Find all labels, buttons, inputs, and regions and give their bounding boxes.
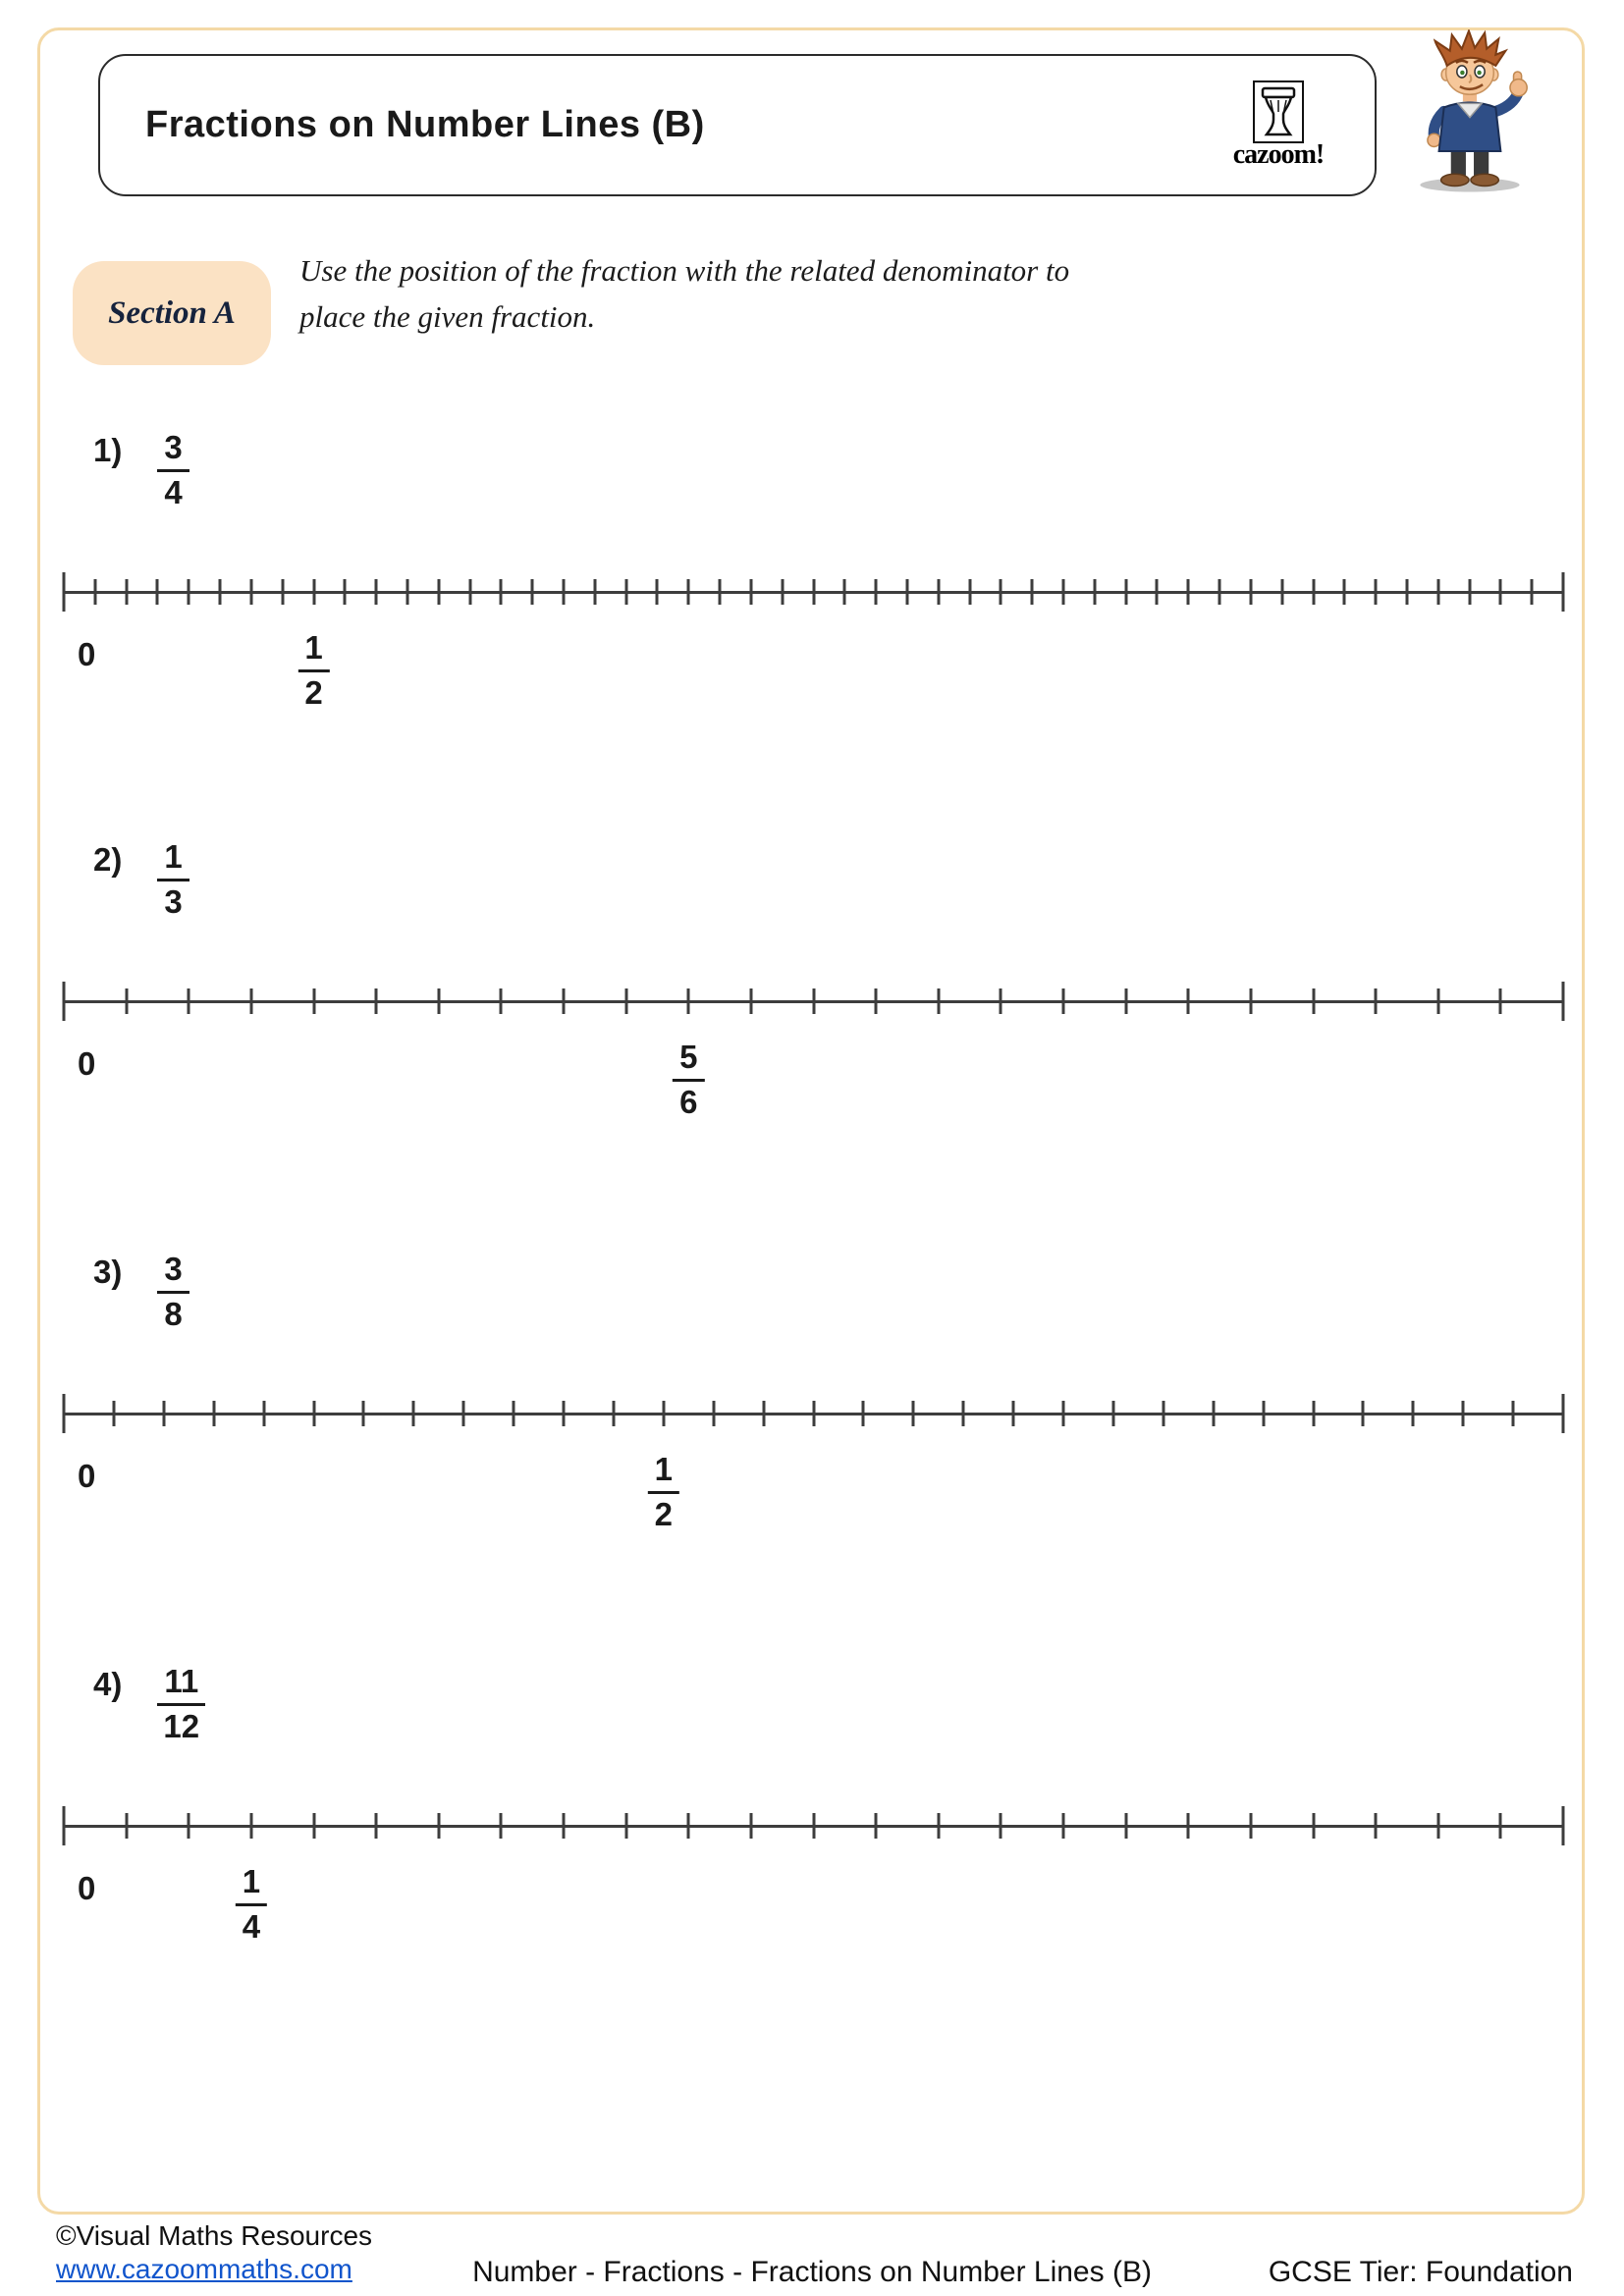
footer-tier: GCSE Tier: Foundation (1268, 2256, 1573, 2288)
tick-mark (1499, 1813, 1502, 1839)
tick-mark (1468, 579, 1471, 605)
problem-number: 2) (93, 841, 123, 878)
given-fraction-numerator: 3 (157, 1252, 189, 1294)
tick-mark (1249, 579, 1252, 605)
tick-mark (1031, 579, 1034, 605)
problem (64, 1252, 1563, 1575)
number-line (64, 1806, 1563, 1845)
tick-mark (437, 1813, 440, 1839)
tick-mark (1249, 988, 1252, 1014)
marked-fraction (673, 1040, 704, 1121)
given-fraction-numerator: 11 (157, 1664, 205, 1706)
tick-mark (112, 1401, 115, 1426)
number-line-labels (64, 1451, 1563, 1556)
tick-mark (212, 1401, 215, 1426)
tick-mark (862, 1401, 865, 1426)
tick-mark (63, 982, 66, 1021)
problem (64, 839, 1563, 1163)
tick-mark (312, 988, 315, 1014)
tick-mark (362, 1401, 365, 1426)
tick-mark (462, 1401, 465, 1426)
tick-mark (1187, 579, 1190, 605)
tick-mark (1562, 982, 1565, 1021)
footer-website-link[interactable]: www.cazoommaths.com (56, 2254, 352, 2284)
tick-mark (406, 579, 408, 605)
tick-mark (1312, 1401, 1315, 1426)
tick-mark (1162, 1401, 1164, 1426)
tick-mark (687, 988, 690, 1014)
tick-mark (531, 579, 534, 605)
tick-mark (1187, 988, 1190, 1014)
marked-fraction-numerator: 1 (298, 630, 329, 672)
marked-fraction-denominator: 2 (304, 673, 323, 711)
tick-mark (812, 1401, 815, 1426)
tick-mark (437, 579, 440, 605)
tick-mark (749, 579, 752, 605)
tick-mark (125, 988, 128, 1014)
problem (64, 430, 1563, 754)
tick-mark (468, 579, 471, 605)
tick-mark (1124, 1813, 1127, 1839)
tick-mark (749, 988, 752, 1014)
tick-mark (312, 1401, 315, 1426)
tick-mark (1436, 1813, 1439, 1839)
section-a-label: Section A (108, 294, 236, 331)
tick-mark (1111, 1401, 1114, 1426)
tick-mark (312, 579, 315, 605)
tick-mark (875, 988, 878, 1014)
tick-mark (1562, 1806, 1565, 1845)
tick-mark (63, 572, 66, 612)
tick-mark (563, 988, 566, 1014)
tick-mark (188, 988, 190, 1014)
tick-mark (1562, 1394, 1565, 1433)
tick-mark (687, 1813, 690, 1839)
tick-mark (1124, 988, 1127, 1014)
tick-mark (1212, 1401, 1215, 1426)
marked-fraction (298, 630, 329, 712)
marked-fraction-numerator: 5 (673, 1040, 704, 1082)
tick-mark (1562, 572, 1565, 612)
tick-mark (1312, 1813, 1315, 1839)
tick-mark (1000, 579, 1002, 605)
tick-mark (1405, 579, 1408, 605)
tick-mark (1375, 988, 1378, 1014)
tick-mark (712, 1401, 715, 1426)
tick-mark (1062, 579, 1065, 605)
tick-mark (249, 1813, 252, 1839)
marked-fraction-denominator: 6 (679, 1083, 698, 1120)
problem-number: 4) (93, 1666, 123, 1702)
tick-mark (1000, 988, 1002, 1014)
tick-mark (968, 579, 971, 605)
zero-label: 0 (78, 1870, 96, 1906)
tick-mark (1062, 988, 1065, 1014)
given-fraction-denominator: 12 (163, 1707, 200, 1744)
tick-mark (593, 579, 596, 605)
tick-mark (500, 988, 503, 1014)
tick-mark (563, 1401, 566, 1426)
tick-mark (875, 579, 878, 605)
tick-mark (1000, 1813, 1002, 1839)
tick-mark (905, 579, 908, 605)
tick-mark (281, 579, 284, 605)
tick-mark (1187, 1813, 1190, 1839)
tick-mark (812, 988, 815, 1014)
marked-fraction-numerator: 1 (236, 1864, 267, 1906)
given-fraction-denominator: 8 (164, 1295, 183, 1332)
problem-number: 3) (93, 1254, 123, 1290)
tick-mark (912, 1401, 915, 1426)
tick-mark (563, 1813, 566, 1839)
tick-mark (513, 1401, 515, 1426)
tick-mark (624, 1813, 627, 1839)
cazoom-logo-text: cazoom! (1232, 138, 1325, 170)
problem-header (93, 1664, 205, 1745)
tick-mark (1093, 579, 1096, 605)
tick-mark (656, 579, 659, 605)
tick-mark (1512, 1401, 1515, 1426)
marked-fraction (236, 1864, 267, 1946)
tick-mark (719, 579, 722, 605)
problems (64, 0, 1563, 2296)
tick-mark (1531, 579, 1534, 605)
tick-mark (1375, 1813, 1378, 1839)
tick-mark (125, 1813, 128, 1839)
tick-mark (162, 1401, 165, 1426)
number-line (64, 572, 1563, 612)
tick-mark (63, 1394, 66, 1433)
tick-mark (563, 579, 566, 605)
tick-mark (781, 579, 784, 605)
page-title: Fractions on Number Lines (B) (145, 104, 705, 145)
tick-mark (412, 1401, 415, 1426)
tick-mark (1436, 988, 1439, 1014)
tick-mark (1312, 579, 1315, 605)
tick-mark (156, 579, 159, 605)
footer-copyright: ©Visual Maths Resources (56, 2220, 373, 2251)
given-fraction (157, 430, 189, 511)
tick-mark (762, 1401, 765, 1426)
tick-mark (812, 1813, 815, 1839)
tick-mark (1462, 1401, 1465, 1426)
problem-header (93, 1252, 189, 1333)
tick-mark (249, 579, 252, 605)
footer-breadcrumb: Number - Fractions - Fractions on Number Lines (B) (472, 2256, 1152, 2288)
tick-mark (812, 579, 815, 605)
tick-mark (1375, 579, 1378, 605)
tick-mark (125, 579, 128, 605)
given-fraction-numerator: 3 (157, 430, 189, 472)
tick-mark (249, 988, 252, 1014)
tick-mark (624, 988, 627, 1014)
tick-mark (1012, 1401, 1015, 1426)
number-line (64, 1394, 1563, 1433)
given-fraction-denominator: 4 (164, 473, 183, 510)
given-fraction (157, 1252, 189, 1333)
tick-mark (1499, 988, 1502, 1014)
tick-mark (624, 579, 627, 605)
tick-mark (219, 579, 222, 605)
given-fraction (157, 1664, 205, 1745)
tick-mark (262, 1401, 265, 1426)
zero-label: 0 (78, 1458, 96, 1494)
tick-mark (612, 1401, 615, 1426)
tick-mark (437, 988, 440, 1014)
zero-label: 0 (78, 636, 96, 672)
given-fraction (157, 839, 189, 921)
number-line-labels (64, 629, 1563, 734)
tick-mark (1362, 1401, 1365, 1426)
tick-mark (875, 1813, 878, 1839)
tick-mark (375, 579, 378, 605)
tick-mark (1436, 579, 1439, 605)
marked-fraction-numerator: 1 (648, 1452, 679, 1494)
number-line-labels (64, 1863, 1563, 1968)
tick-mark (1262, 1401, 1265, 1426)
tick-mark (843, 579, 846, 605)
number-line-labels (64, 1039, 1563, 1144)
problem-header (93, 839, 189, 921)
given-fraction-numerator: 1 (157, 839, 189, 881)
tick-mark (344, 579, 347, 605)
tick-mark (375, 1813, 378, 1839)
tick-mark (375, 988, 378, 1014)
zero-label: 0 (78, 1045, 96, 1082)
tick-mark (63, 1806, 66, 1845)
tick-mark (1249, 1813, 1252, 1839)
tick-mark (937, 988, 940, 1014)
tick-mark (1062, 1813, 1065, 1839)
marked-fraction-denominator: 4 (242, 1907, 261, 1945)
marked-fraction-denominator: 2 (654, 1495, 673, 1532)
tick-mark (1312, 988, 1315, 1014)
instruction-line-1: Use the position of the fraction with the related denominator to (299, 253, 1070, 288)
tick-mark (1499, 579, 1502, 605)
tick-mark (500, 579, 503, 605)
tick-mark (662, 1401, 665, 1426)
tick-mark (312, 1813, 315, 1839)
problem-header (93, 430, 189, 511)
tick-mark (1156, 579, 1159, 605)
tick-mark (1124, 579, 1127, 605)
instruction-line-2: place the given fraction. (299, 299, 596, 334)
given-fraction-denominator: 3 (164, 882, 183, 920)
tick-mark (1280, 579, 1283, 605)
tick-mark (188, 1813, 190, 1839)
problem-number: 1) (93, 432, 123, 468)
tick-mark (1062, 1401, 1065, 1426)
tick-mark (962, 1401, 965, 1426)
tick-mark (1412, 1401, 1415, 1426)
tick-mark (749, 1813, 752, 1839)
tick-mark (937, 1813, 940, 1839)
tick-mark (1218, 579, 1221, 605)
tick-mark (1343, 579, 1346, 605)
tick-mark (687, 579, 690, 605)
tick-mark (500, 1813, 503, 1839)
tick-mark (937, 579, 940, 605)
tick-mark (188, 579, 190, 605)
problem (64, 1664, 1563, 1988)
marked-fraction (648, 1452, 679, 1533)
tick-mark (93, 579, 96, 605)
number-line (64, 982, 1563, 1021)
